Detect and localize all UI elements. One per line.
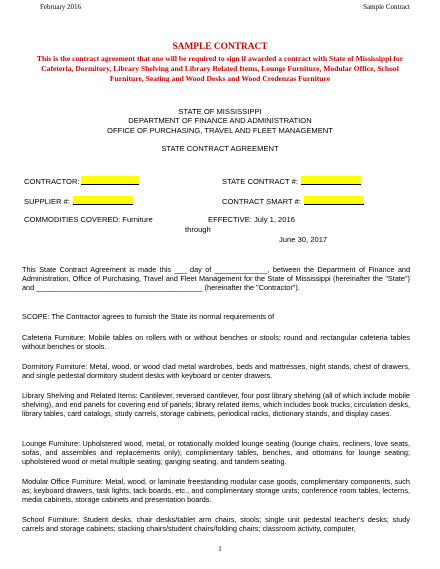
page-number: 1 xyxy=(218,545,222,553)
state-contract-blank[interactable] xyxy=(301,176,361,185)
contract-smart-label: CONTRACT SMART #: xyxy=(222,197,301,206)
supplier-label: SUPPLIER #: xyxy=(24,197,71,206)
document-title: SAMPLE CONTRACT xyxy=(172,42,268,52)
scope-paragraph: SCOPE: The Contractor agrees to furnish the State its normal requirements of xyxy=(22,312,275,321)
end-date: June 30, 2017 xyxy=(279,235,328,244)
school-paragraph: School Furniture: Student desks, chair desks/tablet arm chairs, stools; single unit pedestal teacher's desks; study carrels and storage cabinets; stacking chairs/student chairs/folding chairs; classroom activity, computer, xyxy=(22,515,410,534)
modular-paragraph: Modular Office Furniture: Metal, wood, or laminate freestanding modular case goods, complimentary components, such as, keyboard drawers, task lights, tack boards, etc., and complimentary storage units; conference room tables, lecterns, media cabinets, storage cabinets and presentation boards. xyxy=(22,477,410,505)
state-contract-label: STATE CONTRACT #: xyxy=(222,177,298,186)
effective-through: through xyxy=(185,225,211,234)
contract-smart-blank[interactable] xyxy=(304,196,364,205)
contractor-field xyxy=(24,176,139,186)
supplier-field xyxy=(24,196,133,206)
supplier-blank[interactable] xyxy=(73,196,133,205)
effective-date: EFFECTIVE: July 1, 2016 xyxy=(208,215,295,224)
dormitory-paragraph: Dormitory Furniture: Metal, wood, or wood clad metal wardrobes, beds and mattresses, night stands, chest of drawers, and single pedestal dormitory student desks with keyboard or center drawers. xyxy=(22,362,410,381)
header-date: February 2016 xyxy=(40,3,82,11)
contract-smart-field xyxy=(222,196,364,206)
state-contract-field xyxy=(222,176,361,186)
contractor-label: CONTRACTOR: xyxy=(24,177,80,186)
header-label: Sample Contract xyxy=(363,3,410,11)
cafeteria-paragraph: Cafeteria Furniture: Mobile tables on rollers with or without benches or stools; round and rectangular cafeteria tables without benches or stools. xyxy=(22,333,410,352)
contractor-blank[interactable] xyxy=(81,176,139,185)
agreement-title: STATE CONTRACT AGREEMENT xyxy=(161,144,279,153)
agency-block xyxy=(0,107,440,135)
agency-office: OFFICE OF PURCHASING, TRAVEL AND FLEET MANAGEMENT xyxy=(107,125,333,135)
agency-department: DEPARTMENT OF FINANCE AND ADMINISTRATION xyxy=(128,116,312,126)
agency-state: STATE OF MISSISSIPPI xyxy=(178,107,262,116)
library-paragraph: Library Shelving and Related Items: Cantilever, reversed cantilever, four post library shelving (all of which include mobile shelving), and end panels for covering end of panels; library related items, which includes book trucks, circulation desks, library tables, card catalogs, study carrels, storage cabinets, periodical racks, dictionary stands, and display cases. xyxy=(22,391,410,419)
intro-statement: This is the contract agreement that one will be required to sign if awarded a contract with State of Mississippi for Cafeteria, Dormitory, Library Shelving and Library Related Items, Lounge Furniture, Modular Office, School Furniture, Seating and Wood Desks and Wood Credenzas Furniture xyxy=(36,54,404,83)
commodities-covered: COMMODITIES COVERED: Furniture xyxy=(24,215,153,224)
lounge-paragraph: Lounge Furniture: Upholstered wood, metal, or rotationally molded lounge seating (lounge chairs, recliners, love seats, sofas, and assembles and replacements only); complimentary tables, benches, and ottomans for lounge seating; upholstered wood or metal multiple seating, ganging seating, and tandem seating. xyxy=(22,439,410,467)
agreement-paragraph: This State Contract Agreement is made this ___ day of _____________, between the Department of Finance and Administration, Office of Purchasing, Travel and Fleet Management for the State of Mississippi (hereinafter the "State") and _________________________________________ (hereinafter the "Contractor"). xyxy=(22,265,410,293)
